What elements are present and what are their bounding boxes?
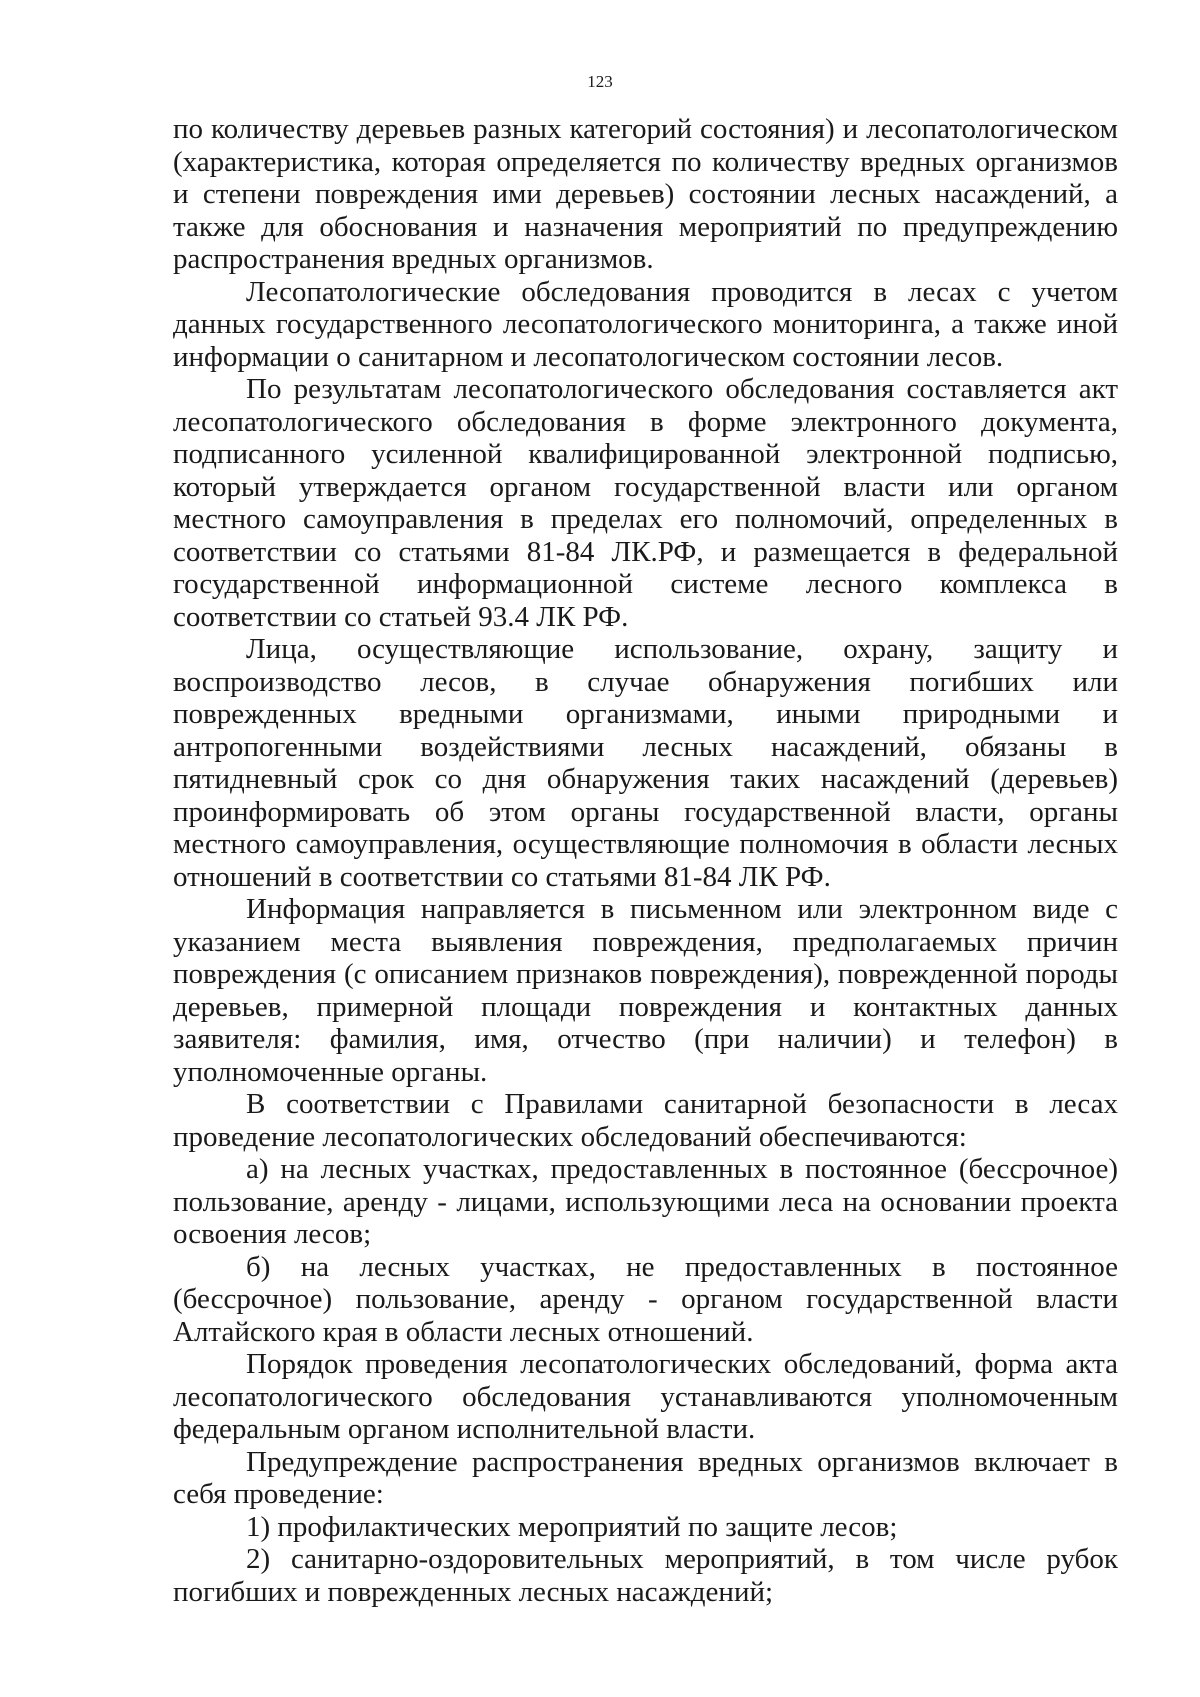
list-item: а) на лесных участках, предоставленных в постоянное (бессрочное) пользование, аренду - лицами, использующими леса на основании проекта освоения лесов; xyxy=(173,1153,1118,1250)
paragraph: По результатам лесопатологического обследования составляется акт лесопатологического обследования в форме электронного документа, подписанного усиленной квалифицированной электронной подписью, который утверждается органом государственной власти или органом местного самоуправления в пределах его полномочий, определенных в соответствии со статьями 81-84 ЛК.РФ, и размещается в федеральной государственной информационной системе лесного комплекса в соответствии со статьей 93.4 ЛК РФ. xyxy=(173,373,1118,633)
paragraph: В соответствии с Правилами санитарной безопасности в лесах проведение лесопатологических обследований обеспечиваются: xyxy=(173,1088,1118,1153)
paragraph: по количеству деревьев разных категорий состояния) и лесопатологическом (характеристика, которая определяется по количеству вредных организмов и степени повреждения ими деревьев) состоянии лесных насаждений, а также для обоснования и назначения мероприятий по предупреждению распространения вредных организмов. xyxy=(173,113,1118,275)
list-item: 1) профилактических мероприятий по защите лесов; xyxy=(246,1510,898,1543)
paragraph: Информация направляется в письменном или электронном виде с указанием места выявления повреждения, предполагаемых причин повреждения (с описанием признаков повреждения), поврежденной породы деревьев, примерной площади повреждения и контактных данных заявителя: фамилия, имя, отчество (при наличии) и телефон) в уполномоченные органы. xyxy=(173,893,1118,1088)
paragraph: Лесопатологические обследования проводится в лесах с учетом данных государственного лесопатологического мониторинга, а также иной информации о санитарном и лесопатологическом состоянии лесов. xyxy=(173,275,1118,373)
paragraph: Предупреждение распространения вредных организмов включает в себя проведение: xyxy=(173,1445,1118,1510)
page-number: 123 xyxy=(587,72,613,91)
paragraph: Лица, осуществляющие использование, охрану, защиту и воспроизводство лесов, в случае обнаружения погибших или поврежденных вредными организмами, иными природными и антропогенными воздействиями лесных насаждений, обязаны в пятидневный срок со дня обнаружения таких насаждений (деревьев) проинформировать об этом органы государственной власти, органы местного самоуправления, осуществляющие полномочия в области лесных отношений в соответствии со статьями 81-84 ЛК РФ. xyxy=(173,633,1118,893)
document-body xyxy=(173,113,1118,1608)
list-item: б) на лесных участках, не предоставленных в постоянное (бессрочное) пользование, аренду - органом государственной власти Алтайского края в области лесных отношений. xyxy=(173,1250,1118,1348)
paragraph: Порядок проведения лесопатологических обследований, форма акта лесопатологического обследования устанавливаются уполномоченным федеральным органом исполнительной власти. xyxy=(173,1348,1118,1445)
list-item: 2) санитарно-оздоровительных мероприятий, в том числе рубок погибших и поврежденных лесных насаждений; xyxy=(173,1543,1118,1608)
